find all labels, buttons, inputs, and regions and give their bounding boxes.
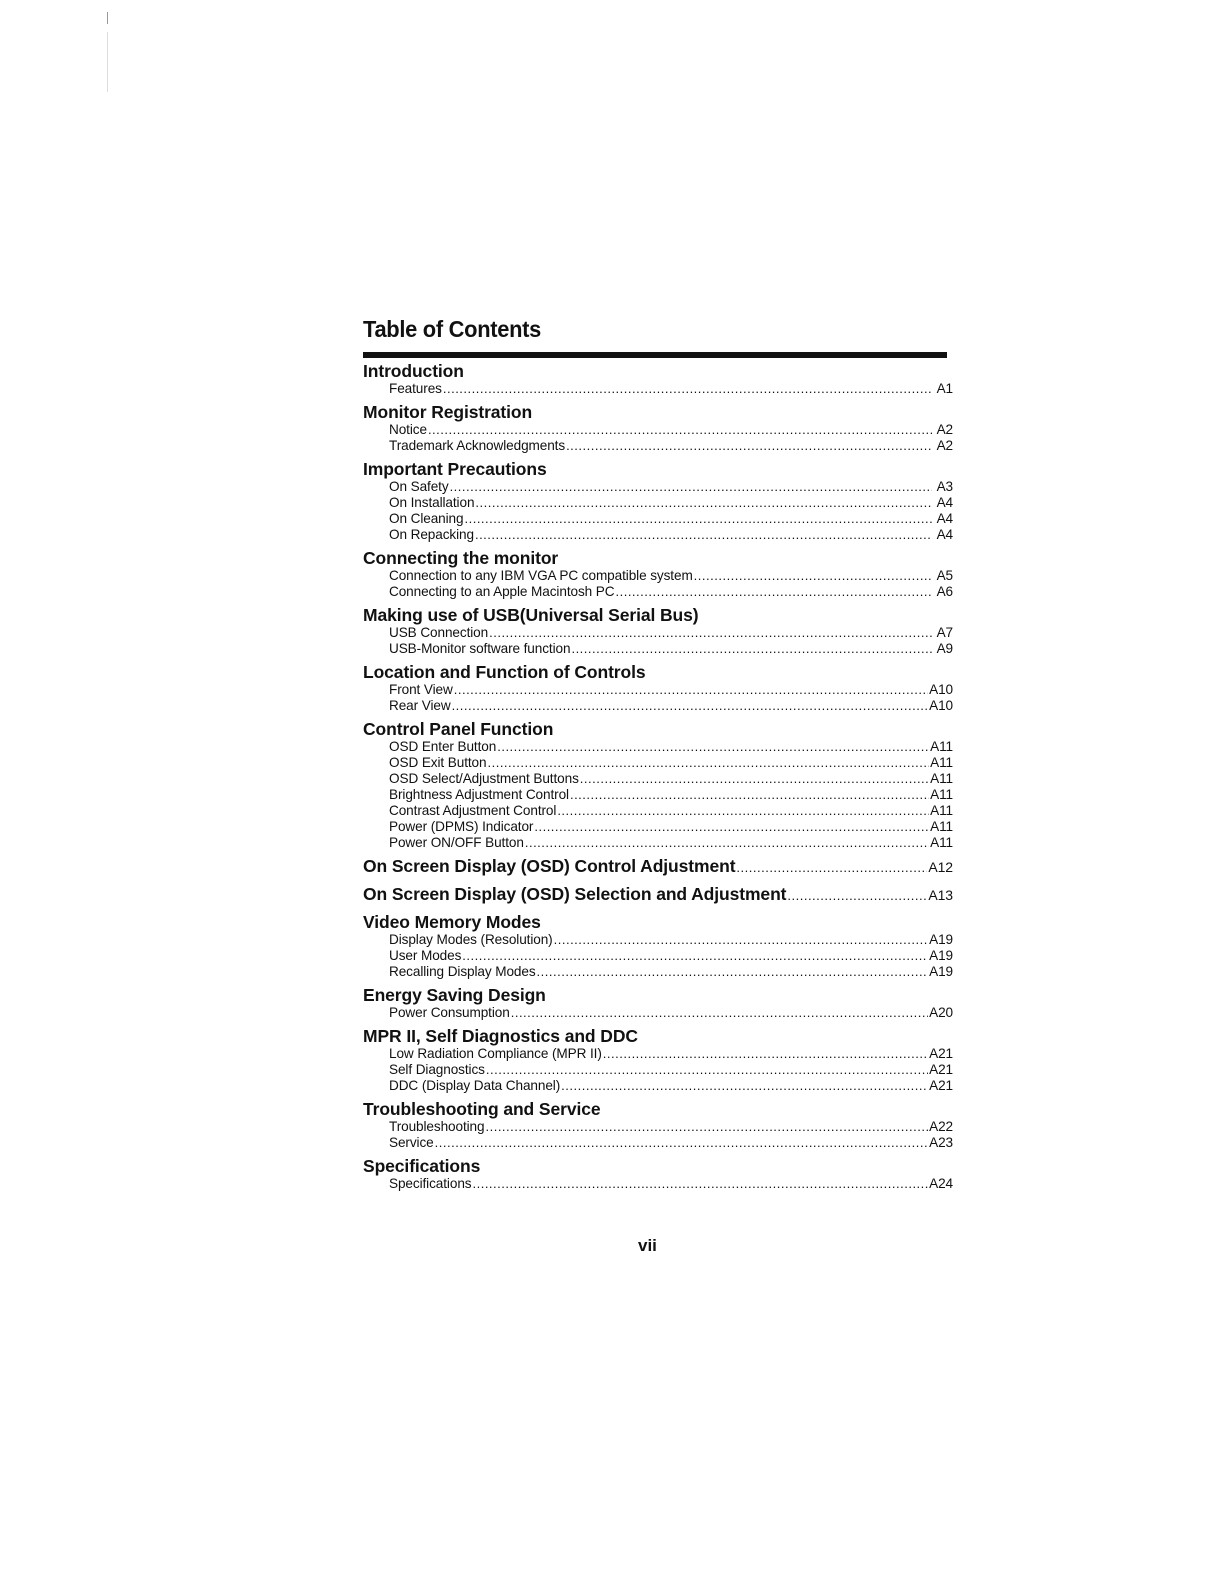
toc-section [363, 663, 953, 714]
toc-entry [389, 819, 953, 835]
entry-page: A13 [928, 887, 953, 903]
toc-section [363, 1100, 953, 1151]
entry-title: Features [389, 381, 442, 396]
toc-entry [389, 438, 953, 454]
entry-title: USB-Monitor software function [389, 641, 571, 656]
toc-section [363, 606, 953, 657]
toc-entry [389, 381, 953, 397]
section-heading: Introduction [363, 361, 464, 381]
entry-page: A11 [930, 819, 953, 834]
entry-title: Self Diagnostics [389, 1062, 485, 1077]
entry-page: A10 [929, 682, 953, 697]
section-entries [363, 625, 953, 657]
entry-page: A4 [936, 495, 953, 510]
toc-section [363, 549, 953, 600]
toc-section [363, 720, 953, 851]
page-title: Table of Contents [363, 316, 542, 342]
toc-entry [389, 1078, 953, 1094]
section-heading: Connecting the monitor [363, 548, 559, 568]
toc-section-line [363, 857, 953, 877]
entry-page: A11 [930, 835, 953, 850]
dot-leader [525, 835, 929, 851]
entry-title: Trademark Acknowledgments [389, 438, 566, 453]
entry-title: OSD Select/Adjustment Buttons [389, 771, 579, 786]
dot-leader [450, 479, 932, 495]
dot-leader [485, 1119, 928, 1135]
toc-section [363, 362, 953, 397]
scan-artifact-line [107, 12, 108, 24]
entry-title: Front View [389, 682, 453, 697]
entry-page: A10 [929, 698, 953, 713]
entry-page: A2 [936, 422, 953, 437]
entry-page: A11 [930, 739, 953, 754]
toc-entry [389, 771, 953, 787]
dot-leader [452, 698, 929, 714]
entry-page: A21 [929, 1078, 953, 1093]
entry-title: Power ON/OFF Button [389, 835, 524, 850]
dot-leader [603, 1046, 928, 1062]
entry-page: A21 [929, 1046, 953, 1061]
section-entries [363, 422, 953, 454]
toc-entry [389, 584, 953, 600]
dot-leader [443, 381, 932, 397]
section-entries [363, 1176, 953, 1192]
entry-title: Recalling Display Modes [389, 964, 536, 979]
entry-title: Specifications [389, 1176, 472, 1191]
entry-page: A4 [936, 511, 953, 526]
dot-leader [472, 1176, 928, 1192]
entry-page: A22 [929, 1119, 953, 1134]
entry-title: Connection to any IBM VGA PC compatible system [389, 568, 693, 583]
entry-title: OSD Enter Button [389, 739, 497, 754]
section-heading: MPR II, Self Diagnostics and DDC [363, 1026, 638, 1046]
entry-title: OSD Exit Button [389, 755, 487, 770]
dot-leader [428, 422, 932, 438]
section-heading: On Screen Display (OSD) Control Adjustment [363, 856, 736, 876]
toc-section [363, 913, 953, 980]
page-number: vii [638, 1236, 657, 1255]
entry-title: On Cleaning [389, 511, 464, 526]
entry-page: A3 [936, 479, 953, 494]
dot-leader [566, 438, 932, 454]
entry-page: A5 [936, 568, 953, 583]
dot-leader [537, 964, 929, 980]
section-entries [363, 739, 953, 851]
toc-entry [389, 739, 953, 755]
entry-title: Brightness Adjustment Control [389, 787, 569, 802]
entry-page: A19 [929, 948, 953, 963]
section-heading: Important Precautions [363, 459, 547, 479]
toc-entry [389, 1062, 953, 1078]
dot-leader [571, 641, 932, 657]
toc-entry [389, 625, 953, 641]
dot-leader [561, 1078, 928, 1094]
toc-entry [389, 422, 953, 438]
entry-title: Service [389, 1135, 434, 1150]
entry-page: A11 [930, 787, 953, 802]
table-of-contents [363, 316, 953, 1198]
section-heading: Specifications [363, 1156, 481, 1176]
toc-entry [389, 755, 953, 771]
entry-page: A19 [929, 964, 953, 979]
entry-page: A7 [936, 625, 953, 640]
entry-page: A24 [929, 1176, 953, 1191]
toc-entry [389, 495, 953, 511]
dot-leader [580, 771, 929, 787]
section-entries [363, 682, 953, 714]
section-entries [363, 1119, 953, 1151]
toc-entry [389, 641, 953, 657]
toc-entry [389, 511, 953, 527]
dot-leader [475, 527, 932, 543]
dot-leader [694, 568, 932, 584]
dot-leader [534, 819, 929, 835]
entry-title: User Modes [389, 948, 462, 963]
section-heading: On Screen Display (OSD) Selection and Adjustment [363, 884, 787, 904]
entry-page: A4 [936, 527, 953, 542]
entry-title: Connecting to an Apple Macintosh PC [389, 584, 615, 599]
toc-entry [389, 1119, 953, 1135]
entry-title: Display Modes (Resolution) [389, 932, 553, 947]
entry-page: A23 [929, 1135, 953, 1150]
entry-page: A19 [929, 932, 953, 947]
entry-page: A9 [936, 641, 953, 656]
dot-leader [489, 625, 932, 641]
toc-entry [389, 698, 953, 714]
toc-entry [389, 932, 953, 948]
section-heading: Monitor Registration [363, 402, 533, 422]
entry-title: Power (DPMS) Indicator [389, 819, 534, 834]
toc-entry [389, 682, 953, 698]
toc-entry [389, 1005, 953, 1021]
dot-leader [475, 495, 932, 511]
toc-entry [389, 787, 953, 803]
section-entries [363, 479, 953, 543]
entry-title: Notice [389, 422, 427, 437]
dot-leader [787, 886, 927, 905]
entry-page: A2 [936, 438, 953, 453]
entry-page: A1 [936, 381, 953, 396]
entry-title: DDC (Display Data Channel) [389, 1078, 561, 1093]
toc-entry [389, 1176, 953, 1192]
entry-page: A12 [928, 859, 953, 875]
entry-title: Low Radiation Compliance (MPR II) [389, 1046, 602, 1061]
dot-leader [486, 1062, 928, 1078]
title-rule [363, 352, 947, 358]
section-heading: Troubleshooting and Service [363, 1099, 601, 1119]
dot-leader [462, 948, 928, 964]
entry-title: Contrast Adjustment Control [389, 803, 557, 818]
section-heading: Energy Saving Design [363, 985, 546, 1005]
toc-entry [389, 479, 953, 495]
entry-page: A20 [929, 1005, 953, 1020]
section-entries [363, 381, 953, 397]
entry-title: On Repacking [389, 527, 474, 542]
entry-page: A11 [930, 803, 953, 818]
dot-leader [454, 682, 928, 698]
dot-leader [511, 1005, 928, 1021]
section-entries [363, 1046, 953, 1094]
toc-entry [389, 568, 953, 584]
toc-entry [389, 1135, 953, 1151]
toc-entry [389, 803, 953, 819]
dot-leader [570, 787, 929, 803]
section-heading: Making use of USB(Universal Serial Bus) [363, 605, 699, 625]
entry-page: A11 [930, 771, 953, 786]
dot-leader [554, 932, 928, 948]
entry-title: On Installation [389, 495, 475, 510]
scan-artifact-line [107, 32, 108, 92]
dot-leader [464, 511, 932, 527]
toc-entry [389, 527, 953, 543]
toc-entry [389, 1046, 953, 1062]
dot-leader [435, 1135, 928, 1151]
dot-leader [615, 584, 932, 600]
toc-entry [389, 948, 953, 964]
toc-entry [389, 964, 953, 980]
toc-section [363, 1027, 953, 1094]
entry-page: A11 [930, 755, 953, 770]
toc-body [363, 362, 953, 1192]
dot-leader [497, 739, 929, 755]
section-heading: Location and Function of Controls [363, 662, 646, 682]
toc-section-line [363, 885, 953, 905]
section-entries [363, 1005, 953, 1021]
entry-title: USB Connection [389, 625, 489, 640]
toc-section [363, 403, 953, 454]
dot-leader [736, 858, 927, 877]
section-entries [363, 932, 953, 980]
entry-title: Rear View [389, 698, 451, 713]
entry-page: A6 [936, 584, 953, 599]
entry-page: A21 [929, 1062, 953, 1077]
toc-entry [389, 835, 953, 851]
section-heading: Video Memory Modes [363, 912, 541, 932]
entry-title: Troubleshooting [389, 1119, 485, 1134]
toc-section [363, 1157, 953, 1192]
dot-leader [557, 803, 929, 819]
toc-section [363, 460, 953, 543]
toc-section [363, 986, 953, 1021]
dot-leader [487, 755, 929, 771]
entry-title: Power Consumption [389, 1005, 510, 1020]
section-entries [363, 568, 953, 600]
entry-title: On Safety [389, 479, 449, 494]
section-heading: Control Panel Function [363, 719, 554, 739]
